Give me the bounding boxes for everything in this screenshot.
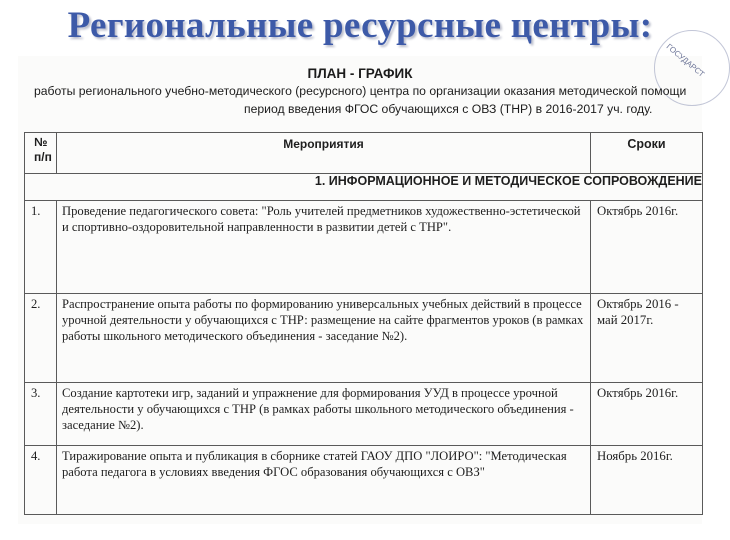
- document-heading: ПЛАН - ГРАФИК: [307, 66, 413, 81]
- table-header-row: [25, 133, 703, 174]
- column-header-number-line-1: №: [34, 135, 48, 149]
- plan-table: [24, 132, 703, 515]
- row-activity: Распространение опыта работы по формированию универсальных учебных действий в процессе урочной деятельности у обучающихся с ТНР: размещение на сайте фрагментов уроков (в рамках работы школьного методического объединения - заседание №2).: [57, 294, 591, 383]
- slide-title: Региональные ресурсные центры:: [67, 5, 653, 46]
- table-row: [25, 294, 703, 383]
- row-number: 1.: [25, 201, 57, 294]
- row-dates: Ноябрь 2016г.: [591, 446, 703, 515]
- row-activity: Проведение педагогического совета: "Роль учителей предметников художественно-эстетической и спортивно-оздоровительной направленности в развитии детей с ТНР".: [57, 201, 591, 294]
- column-header-activity: Мероприятия: [57, 133, 591, 174]
- row-number: 3.: [25, 383, 57, 446]
- row-activity: Тиражирование опыта и публикация в сборнике статей ГАОУ ДПО "ЛОИРО": "Методическая работа педагога в условиях введения ФГОС образования обучающихся с ОВЗ": [57, 446, 591, 515]
- row-number: 4.: [25, 446, 57, 515]
- row-dates: Октябрь 2016г.: [591, 201, 703, 294]
- row-number: 2.: [25, 294, 57, 383]
- column-header-number: [25, 133, 57, 174]
- table-row: [25, 383, 703, 446]
- table-row: [25, 446, 703, 515]
- document-subtitle-line-2: период введения ФГОС обучающихся с ОВЗ (ТНР) в 2016-2017 уч. году.: [244, 102, 653, 116]
- section-row: [25, 174, 703, 201]
- scanned-document: [18, 42, 707, 524]
- section-title: 1. ИНФОРМАЦИОННОЕ И МЕТОДИЧЕСКОЕ СОПРОВОЖДЕНИЕ: [25, 174, 703, 201]
- stamp-text: ГОСУДАРСТ: [664, 42, 707, 79]
- row-dates: Октябрь 2016 - май 2017г.: [591, 294, 703, 383]
- document-subtitle-line-1: работы регионального учебно-методического (ресурсного) центра по организации оказания методической помощи: [34, 84, 687, 98]
- column-header-dates: Сроки: [591, 133, 703, 174]
- row-activity: Создание картотеки игр, заданий и упражнение для формирования УУД в процессе урочной деятельности у обучающихся с ТНР (в рамках работы школьного методического объединения - заседание №2).: [57, 383, 591, 446]
- row-dates: Октябрь 2016г.: [591, 383, 703, 446]
- column-header-number-line-2: п/п: [34, 150, 52, 164]
- table-row: [25, 201, 703, 294]
